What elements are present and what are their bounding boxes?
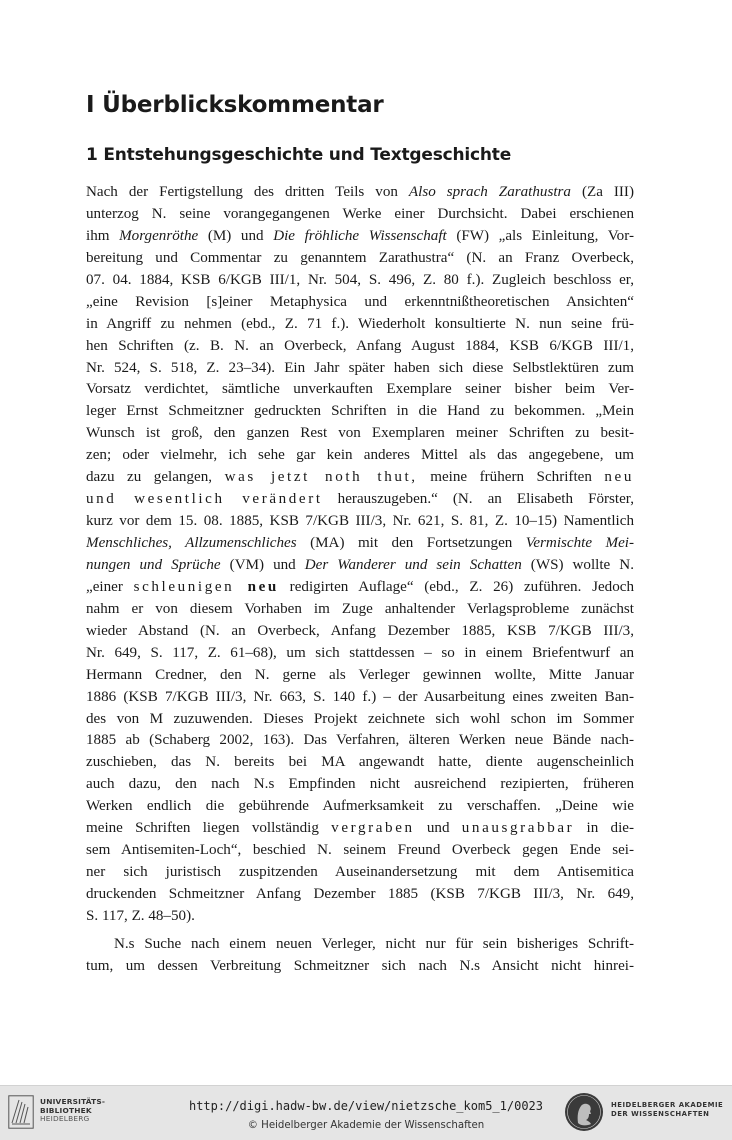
viewer-footer [0,1085,732,1140]
text-line: in Angriff zu nehmen (ebd., Z. 71 f.). Wiederholt konsultierte N. nun seine frü- [86,315,634,332]
text-line: 1886 (KSB 7/KGB III/3, Nr. 663, S. 140 f.) – der Ausarbeitung eines zweiten Ban- [86,688,634,705]
document-url-link[interactable]: http://digi.hadw-bw.de/view/nietzsche_kom5_1/0023 [188,1099,543,1113]
text-line: meine Schriften liegen vollständig vergraben und unausgrabbar in die- [86,820,634,837]
academy-portrait-medallion-icon [564,1092,604,1132]
text-line: bereitung und Commentar zu genanntem Zarathustra“ (N. an Franz Overbeck, [86,249,634,266]
academy-name: HEIDELBERGER AKADEMIE DER WISSENSCHAFTEN [611,1101,724,1119]
text-line: auch dazu, den nach N.s Empfinden nicht ausreichend rezipierten, früheren [86,776,634,793]
text-line: „eine Revision [s]einer Metaphysica und erkenntnißtheoretischen Ansichten“ [86,293,634,310]
text-line: Menschliches, Allzumenschliches (MA) mit den Fortsetzungen Vermischte Mei- [86,535,634,551]
text-line: Nr. 649, S. 117, Z. 61–68), um sich stattdessen – so in einem Briefentwurf an [86,644,634,661]
text-line: sem Antisemiten-Loch“, beschied N. seinem Freund Overbeck gegen Ende sei- [86,842,634,859]
text-line: S. 117, Z. 48–50). [86,907,195,924]
text-line: druckenden Schmeitzner Anfang Dezember 1885 (KSB 7/KGB III/3, Nr. 649, [86,886,634,902]
text-line: unterzog N. seine vorangegangenen Werke einer Durchsicht. Dabei erschienen [86,205,634,222]
text-line: „einer schleunigen neu redigirten Auflage“ (ebd., Z. 26) zuführen. Jedoch [86,578,634,595]
text-line: tum, um dessen Verbreitung Schmeitzner sich nach N.s Ansicht nicht hinrei- [86,957,634,974]
copyright-notice: © Heidelberger Akademie der Wissenschaften [247,1120,485,1131]
text-line: 07. 04. 1884, KSB 6/KGB III/1, Nr. 504, S. 496, Z. 80 f.). Zugleich beschloss er, [86,271,634,288]
text-line: leger Ernst Schmeitzner gedruckten Schriften in die Hand zu bekommen. „Mein [86,403,634,420]
text-line: kurz vor dem 15. 08. 1885, KSB 7/KGB III/3, Nr. 621, S. 81, Z. 10–15) Namentlich [86,513,634,530]
text-line: des von M zuzuwenden. Dieses Projekt zeichnete sich wohl schon im Sommer [86,710,634,727]
text-line: Nr. 524, S. 518, Z. 23–34). Ein Jahr später haben sich diese Selbstlektüren zum [86,359,634,376]
text-line: Wunsch ist groß, den ganzen Rest von Exemplaren meiner Schriften zu besit- [86,425,634,442]
text-line: Hermann Credner, den N. gerne als Verleger gewinnen wollte, Mitte Januar [86,666,634,683]
body-text [86,182,634,978]
text-line: nungen und Sprüche (VM) und Der Wanderer und sein Schatten (WS) wollte N. [86,556,634,573]
text-line: wieder Abstand (N. an Overbeck, Anfang Dezember 1885, KSB 7/KGB III/3, [86,622,634,639]
text-line: ihm Morgenröthe (M) und Die fröhliche Wissenschaft (FW) „als Einleitung, Vor- [86,227,634,244]
section-title: 1 Entstehungsgeschichte und Textgeschichte [86,145,512,165]
text-line: 1885 ab (Schaberg 2002, 163). Das Verfahren, älteren Werken neue Bände nach- [86,732,634,749]
text-line: Vorsatz verdichtet, sämtliche unverkauften Exemplare seiner bisher beim Ver- [86,381,634,398]
university-library-name: UNIVERSITÄTS- BIBLIOTHEK HEIDELBERG [40,1097,106,1124]
text-line: hen Schriften (z. B. N. an Overbeck, Anfang August 1884, KSB 6/KGB III/1, [86,337,634,354]
text-line: ner sich juristisch zuspitzenden Auseinandersetzung mit dem Antisemitica [86,864,634,881]
text-line: zen; oder vielmehr, ich sehe gar kein anderes Mittel als das angegebene, um [86,447,634,464]
text-line: nahm er von diesem Vorhaben im Zuge anhaltender Verlagsprobleme zunächst [86,600,634,617]
text-line: dazu zu gelangen, was jetzt noth thut, meine frühern Schriften neu [86,469,634,486]
text-line: N.s Suche nach einem neuen Verleger, nicht nur für sein bisheriges Schrift- [114,935,634,952]
text-line: und wesentlich verändert herauszugeben.“ (N. an Elisabeth Förster, [86,491,634,508]
text-line: Werken endlich die gebührende Aufmerksamkeit zu verschaffen. „Deine wie [86,798,634,815]
text-line: zuschieben, das N. bereits bei MA angewandt hatte, diente augenscheinlich [86,754,634,771]
text-line: Nach der Fertigstellung des dritten Teils von Also sprach Zarathustra (Za III) [86,184,634,200]
chapter-title: I Überblickskommentar [86,92,384,118]
